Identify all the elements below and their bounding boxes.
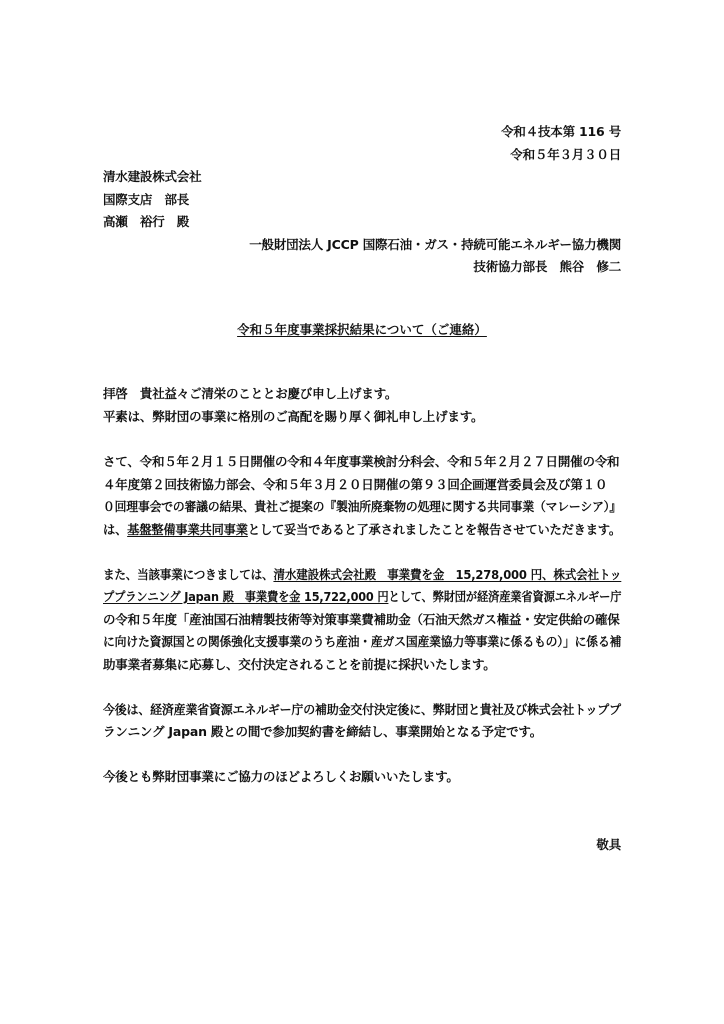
para2-line-2-post: として、弊財団が経済産業省資源エネルギー庁 (388, 589, 622, 604)
para1-line-4-pre: は、 (103, 522, 128, 537)
sender-organization: 一般財団法人 JCCP 国際石油・ガス・持続可能エネルギー協力機関 (249, 237, 621, 252)
greeting-line-1: 拝啓 貴社益々ご清栄のこととお慶び申し上げます。 (103, 386, 398, 401)
para4-line-1: 今後とも弊財団事業にご協力のほどよろしくお願いいたします。 (103, 769, 459, 784)
document-number: 令和４技本第 116 号 (501, 124, 621, 139)
para2-line-3: の令和５年度「産油国石油精製技術等対策事業費補助金（石油天然ガス権益・安定供給の確保 (103, 612, 620, 627)
recipient-company: 清水建設株式会社 (103, 169, 202, 184)
shimizu-budget: 清水建設株式会社殿 事業費を金 15,278,000 円、株式会社トッ (273, 567, 622, 582)
para2-line-4: に向けた資源国との関係強化支援事業のうち産油・産ガス国産業協力等事業に係るもの）」に係る補 (103, 634, 622, 649)
para1-line-1: さて、令和５年２月１５日開催の令和４年度事業検討分科会、令和５年２月２７日開催の令和 (103, 454, 620, 469)
letter-title (0, 322, 724, 337)
para2-line-5: 助事業者募集に応募し、交付決定されることを前提に採択いたします。 (103, 657, 496, 672)
project-category: 基盤整備事業共同事業 (127, 522, 248, 537)
para1-line-4-post: として妥当であると了承されましたことを報告させていただきます。 (247, 522, 621, 537)
letter-title-text: 令和５年度事業採択結果について（ご連絡） (237, 322, 487, 337)
sender-person: 技術協力部長 熊谷 修二 (473, 259, 621, 274)
topplanning-budget: ププランニング Japan 殿 事業費を金 15,722,000 円 (103, 589, 389, 604)
para1-line-4 (103, 522, 621, 537)
para2-line-1 (103, 567, 621, 582)
para1-line-3: ０回理事会での審議の結果、貴社ご提案の『製油所廃棄物の処理に関する共同事業（マレーシア）』 (103, 499, 622, 514)
para2-line-2 (103, 589, 621, 604)
document-date: 令和５年３月３０日 (510, 147, 621, 162)
para3-line-1: 今後は、経済産業省資源エネルギー庁の補助金交付決定後に、弊財団と貴社及び株式会社トッププ (103, 702, 621, 717)
para3-line-2: ランニング Japan 殿との間で参加契約書を締結し、事業開始となる予定です。 (103, 724, 543, 739)
greeting-line-2: 平素は、弊財団の事業に格別のご高配を賜り厚く御礼申し上げます。 (103, 409, 484, 424)
recipient-name: 高瀬 裕行 殿 (103, 214, 190, 229)
para1-line-2: ４年度第２回技術協力部会、令和５年３月２０日開催の第９３回企画運営委員会及び第１０ (103, 477, 608, 492)
closing: 敬具 (596, 837, 621, 852)
recipient-department: 国際支店 部長 (103, 192, 190, 207)
para2-line-1-pre: また、当該事業につきましては、 (103, 567, 274, 582)
